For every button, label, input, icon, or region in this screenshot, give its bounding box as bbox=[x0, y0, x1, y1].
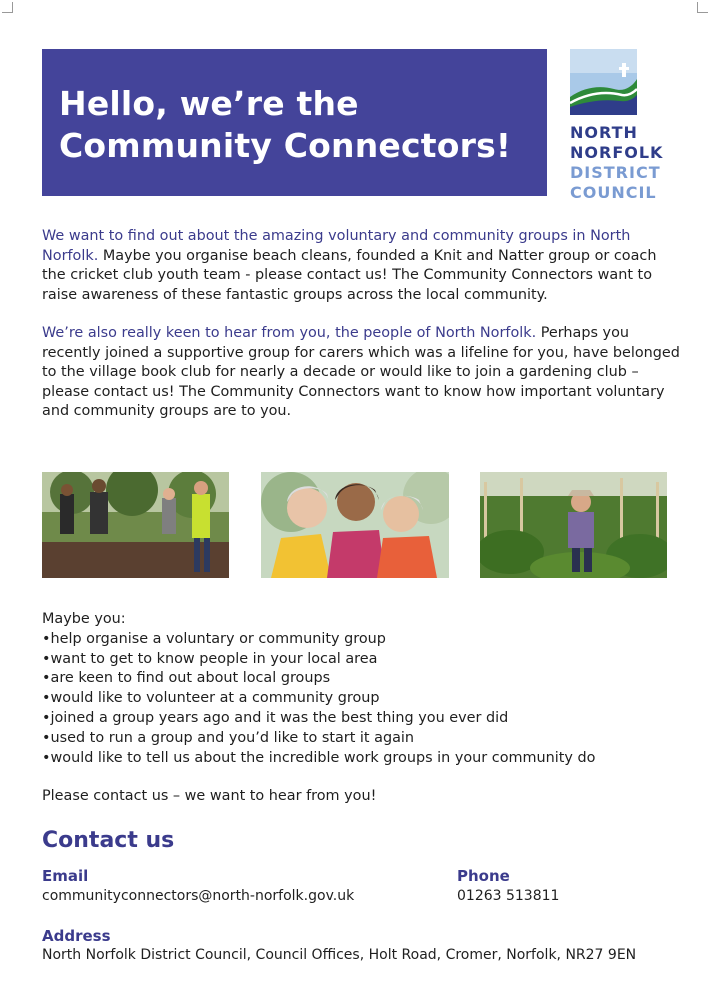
header-banner bbox=[42, 49, 547, 196]
phone-label: Phone bbox=[457, 867, 510, 885]
maybe-heading: Maybe you: bbox=[42, 611, 126, 627]
list-item: • are keen to find out about local groups bbox=[42, 669, 692, 689]
crop-mark-top-right bbox=[697, 2, 708, 13]
intro-paragraph-1 bbox=[42, 227, 682, 305]
intro-body-2: Perhaps you recently joined a supportive group for carers which was a lifeline for you, have belonged to the village book club for nearly a decade or would like to join a gardening club – please contact us! The Community Connectors want to know how important voluntary and community groups are to you. bbox=[42, 325, 680, 419]
intro-body-1: Maybe you organise beach cleans, founded a Knit and Natter group or coach the cricket club youth team - please contact us! The Community Connectors want to raise awareness of these fantastic groups across the local community. bbox=[42, 247, 657, 303]
photo-volunteers-planting bbox=[42, 472, 229, 578]
photo-women-hugging bbox=[261, 472, 449, 578]
title-line-1: Hello, we’re the bbox=[59, 84, 359, 123]
closing-line: Please contact us – we want to hear from you! bbox=[42, 788, 377, 805]
address-text: North Norfolk District Council, Council Offices, Holt Road, Cromer, Norfolk, NR27 9EN bbox=[42, 947, 637, 963]
maybe-list bbox=[42, 630, 692, 769]
intro-highlight-2: We’re also really keen to hear from you, the people of North Norfolk. bbox=[42, 325, 537, 341]
email-address-link[interactable]: communityconnectors@north-norfolk.gov.uk bbox=[42, 888, 355, 904]
maybe-you-section bbox=[42, 610, 692, 807]
list-item: • want to get to know people in your local area bbox=[42, 650, 692, 670]
intro-highlight-1: We want to find out about the amazing voluntary and community groups in North Norfolk. bbox=[42, 228, 631, 264]
list-item: • joined a group years ago and it was the best thing you ever did bbox=[42, 709, 692, 729]
intro-paragraph-2 bbox=[42, 324, 682, 422]
list-item: • help organise a voluntary or community group bbox=[42, 630, 692, 650]
page-title bbox=[59, 83, 547, 167]
logo-line-council: COUNCIL bbox=[570, 183, 657, 202]
list-item: • used to run a group and you’d like to start it again bbox=[42, 729, 692, 749]
address-label: Address bbox=[42, 927, 111, 945]
title-line-2: Community Connectors! bbox=[59, 126, 512, 165]
logo-line-district: DISTRICT bbox=[570, 163, 661, 182]
logo-line-north: NORTH bbox=[570, 123, 638, 142]
council-logo bbox=[570, 49, 670, 203]
email-label: Email bbox=[42, 867, 89, 885]
crop-mark-top-left bbox=[2, 2, 13, 13]
logo-landscape-icon bbox=[570, 49, 637, 115]
contact-heading: Contact us bbox=[42, 828, 175, 853]
logo-wordmark bbox=[570, 123, 670, 203]
list-item: • would like to tell us about the incredible work groups in your community do bbox=[42, 749, 692, 769]
logo-line-norfolk: NORFOLK bbox=[570, 143, 664, 162]
intro-text bbox=[42, 227, 682, 441]
list-item: • would like to volunteer at a community group bbox=[42, 689, 692, 709]
photo-strip bbox=[42, 472, 667, 578]
photo-allotment-gardener bbox=[480, 472, 667, 578]
phone-number-link[interactable]: 01263 513811 bbox=[457, 888, 560, 904]
